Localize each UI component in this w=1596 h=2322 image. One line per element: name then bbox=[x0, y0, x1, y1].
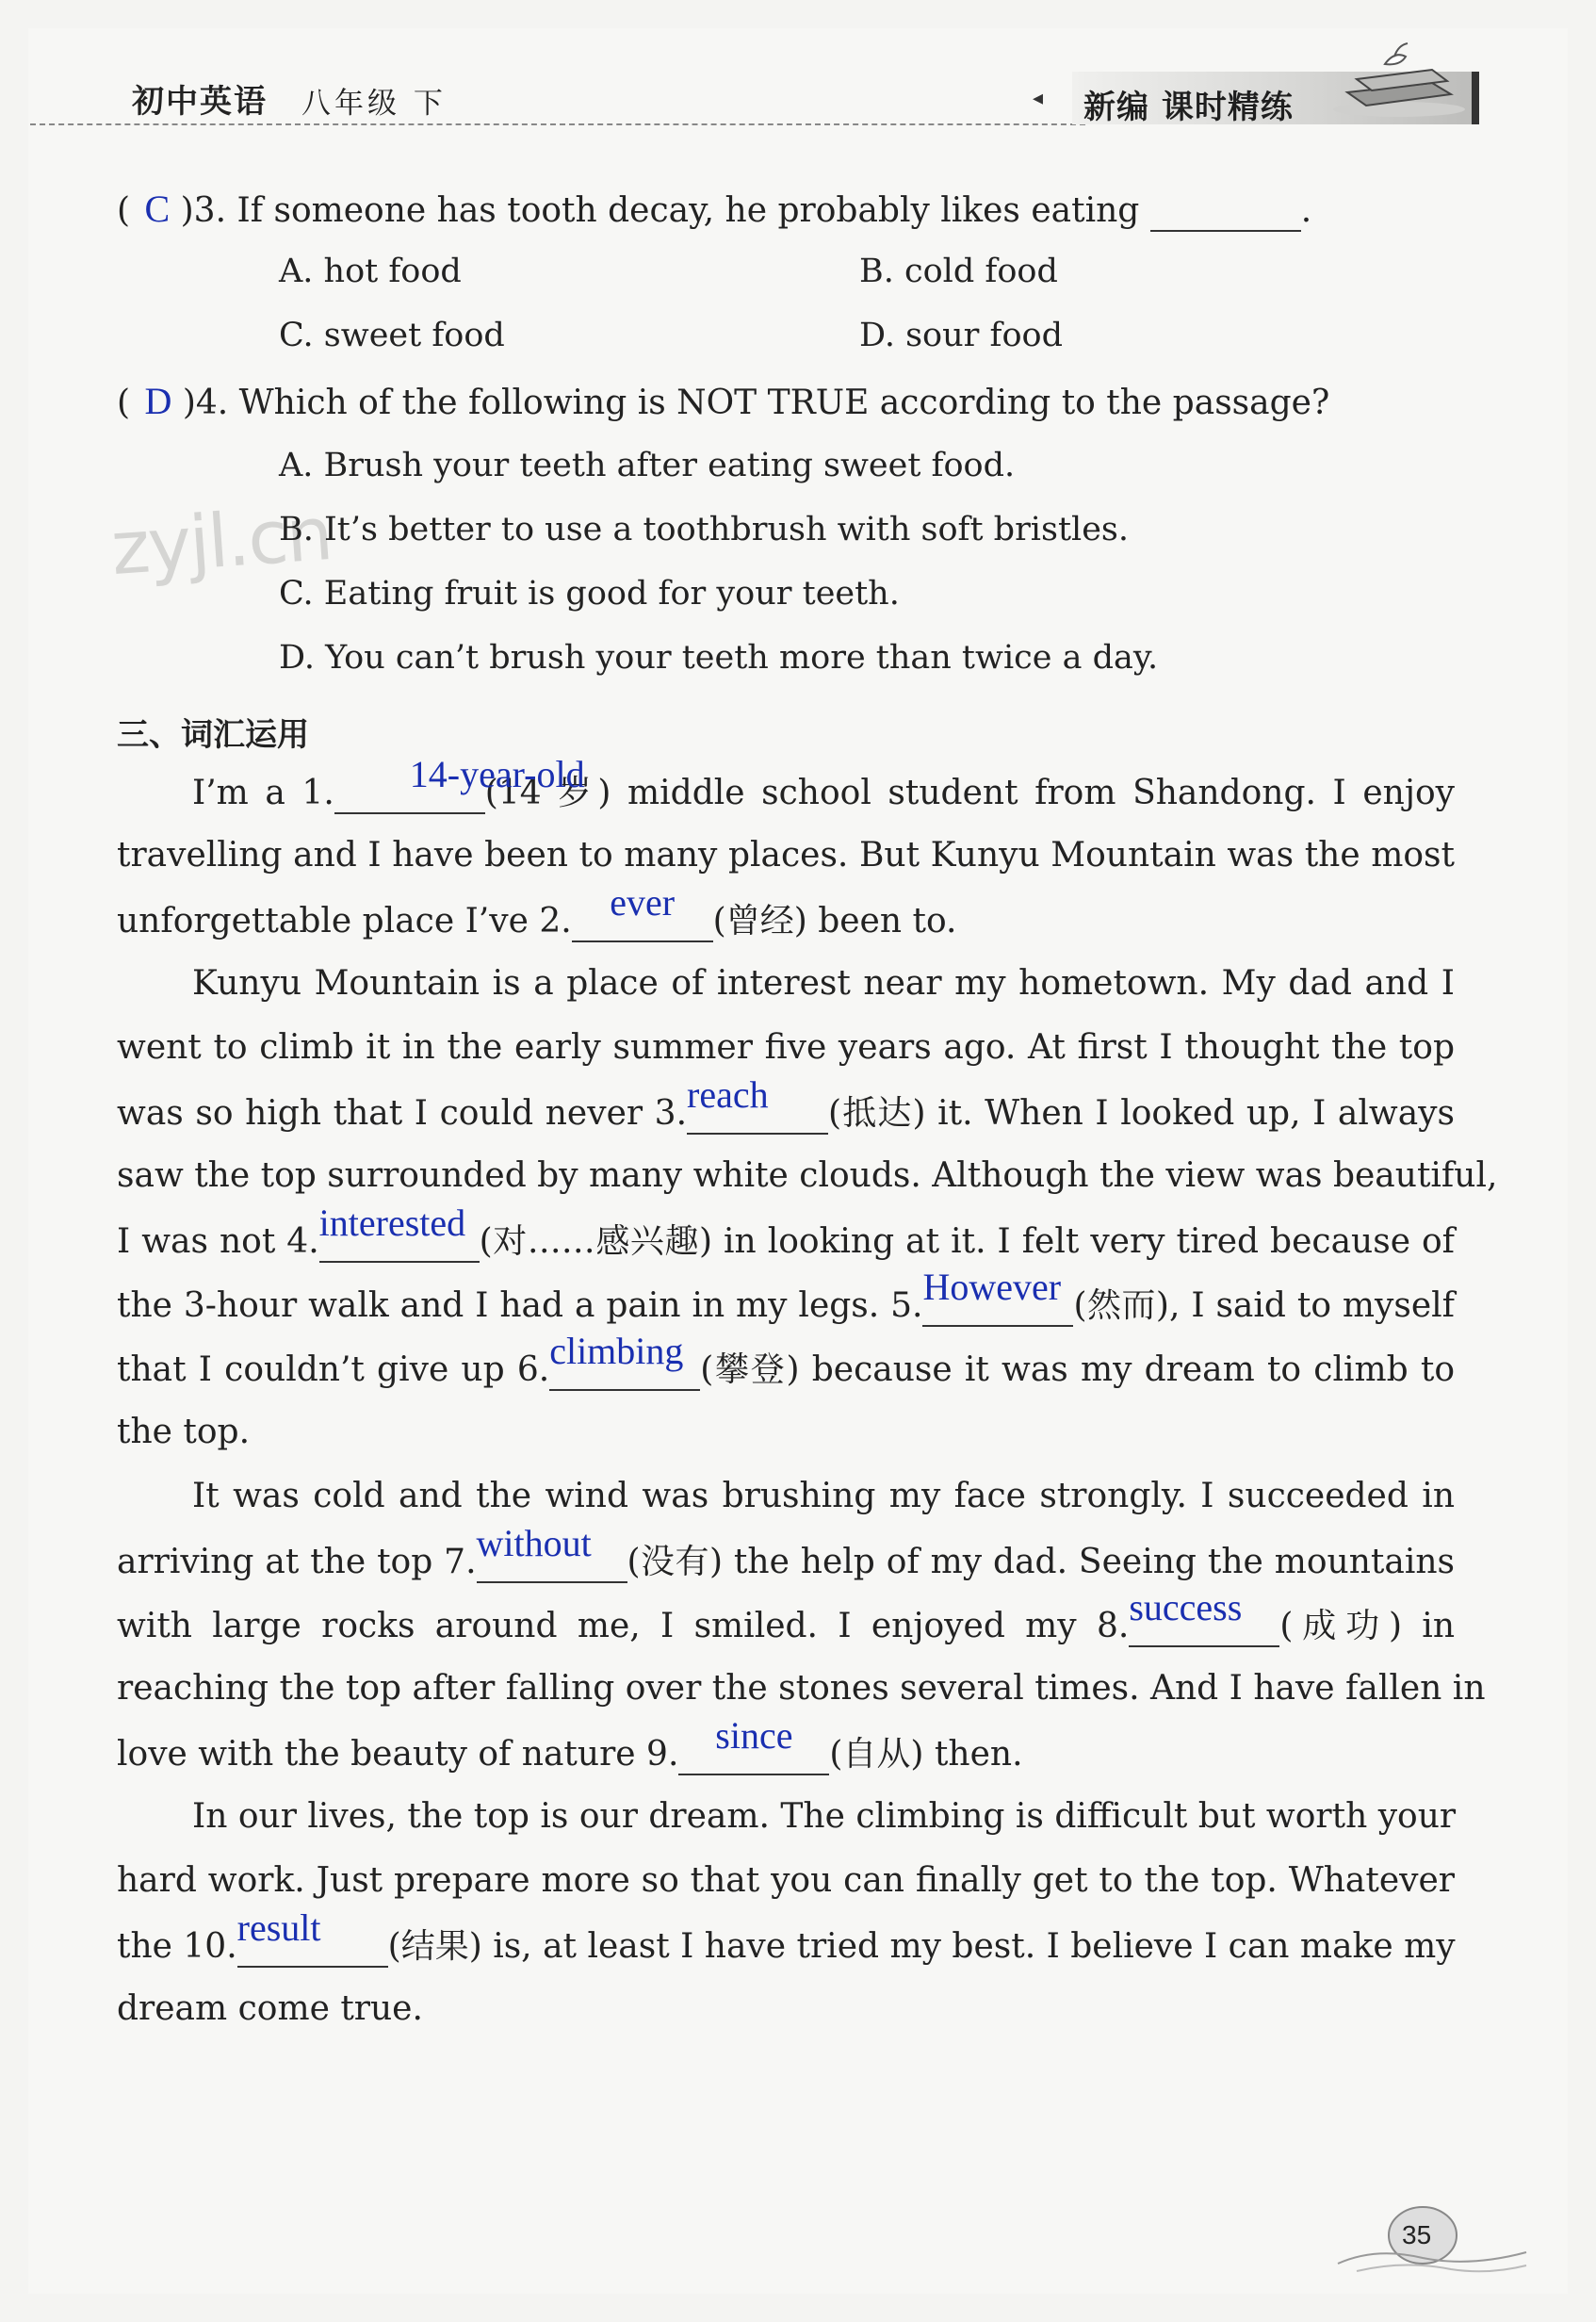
answer-blank: 14-year-old bbox=[334, 771, 485, 814]
passage-line: arriving at the top 7.without (没有) the help of my dad. Seeing the mountains bbox=[117, 1522, 1455, 1581]
answer-blank: without bbox=[477, 1540, 627, 1583]
question-3: ( C )3. If someone has tooth decay, he probably likes eating . bbox=[117, 188, 1312, 230]
passage-line: unforgettable place I’ve 2. ever (曾经) been to. bbox=[117, 881, 957, 940]
passage-line: was so high that I could never 3.reach (抵达) it. When I looked up, I always bbox=[117, 1073, 1455, 1133]
section-title: 三、词汇运用 bbox=[117, 716, 309, 754]
brand-name: 新编 课时精练 bbox=[1083, 89, 1294, 126]
page-number: 35 bbox=[1402, 2220, 1432, 2249]
passage-line: I was not 4.interested (对……感兴趣) in looking at it. I felt very tired because of bbox=[117, 1202, 1455, 1261]
answer-choice: D bbox=[144, 380, 172, 422]
passage-line: travelling and I have been to many places. But Kunyu Mountain was the most bbox=[117, 836, 1455, 875]
book-title: 初中英语 bbox=[132, 83, 268, 121]
answer-blank: interested bbox=[319, 1219, 480, 1263]
passage-line: It was cold and the wind was brushing my face strongly. I succeeded in bbox=[192, 1477, 1455, 1515]
option-d: D. sour food bbox=[859, 317, 1063, 354]
triangle-left-icon: ◂ bbox=[1033, 87, 1044, 110]
answer-blank: ever bbox=[572, 899, 713, 942]
answer-blank: However bbox=[922, 1284, 1073, 1327]
option-d: D. You can’t brush your teeth more than twice a day. bbox=[279, 639, 1159, 677]
passage-line: reaching the top after falling over the stones several times. And I have fallen in bbox=[117, 1669, 1486, 1708]
passage-line: the 10.result (结果) is, at least I have tried my best. I believe I can make my bbox=[117, 1906, 1456, 1966]
option-c: C. Eating fruit is good for your teeth. bbox=[279, 575, 900, 613]
answer-blank bbox=[1150, 188, 1301, 232]
watermark: zyjl.cn bbox=[108, 491, 334, 593]
page-number-ornament bbox=[1319, 2196, 1545, 2281]
question-stem: )4. Which of the following is NOT TRUE according to the passage? bbox=[182, 384, 1330, 422]
passage-line: hard work. Just prepare more so that you can finally get to the top. Whatever bbox=[117, 1861, 1455, 1900]
passage-line: dream come true. bbox=[117, 1989, 423, 2028]
answer-blank: success bbox=[1129, 1604, 1279, 1647]
passage-line: I’m a 1. 14-year-old(14 岁) middle school student from Shandong. I enjoy bbox=[192, 753, 1456, 812]
passage-line: saw the top surrounded by many white clouds. Although the view was beautiful, bbox=[117, 1156, 1498, 1195]
answer-blank: climbing bbox=[549, 1348, 700, 1391]
answer-choice: C bbox=[144, 188, 171, 230]
page-header bbox=[0, 0, 1596, 132]
option-a: A. hot food bbox=[279, 253, 462, 290]
passage-line: In our lives, the top is our dream. The climbing is difficult but worth your bbox=[192, 1797, 1457, 1836]
passage-line: that I couldn’t give up 6.climbing (攀登) because it was my dream to climb to bbox=[117, 1330, 1455, 1389]
answer-blank: since bbox=[678, 1732, 829, 1775]
option-a: A. Brush your teeth after eating sweet food. bbox=[279, 447, 1016, 484]
answer-blank: reach bbox=[687, 1091, 828, 1135]
passage-line: the top. bbox=[117, 1413, 251, 1451]
question-4: ( D )4. Which of the following is NOT TRUE according to the passage? bbox=[117, 380, 1330, 422]
books-icon bbox=[1328, 36, 1470, 121]
passage-line: Kunyu Mountain is a place of interest near my hometown. My dad and I bbox=[192, 964, 1455, 1003]
passage-line: with large rocks around me, I smiled. I enjoyed my 8.success (成功) in bbox=[117, 1586, 1456, 1645]
grade-label: 八年级 下 bbox=[301, 87, 447, 121]
question-stem: )3. If someone has tooth decay, he probably likes eating bbox=[180, 191, 1140, 230]
passage-line: love with the beauty of nature 9. since (自从) then. bbox=[117, 1714, 1023, 1774]
option-b: B. It’s better to use a toothbrush with soft bristles. bbox=[279, 511, 1130, 548]
option-c: C. sweet food bbox=[279, 317, 505, 354]
passage-line: went to climb it in the early summer five years ago. At first I thought the top bbox=[117, 1028, 1455, 1067]
header-divider bbox=[30, 123, 1085, 125]
passage-line: the 3-hour walk and I had a pain in my legs. 5.However (然而), I said to myself bbox=[117, 1266, 1456, 1325]
option-b: B. cold food bbox=[859, 253, 1058, 290]
answer-blank: result bbox=[237, 1924, 388, 1968]
